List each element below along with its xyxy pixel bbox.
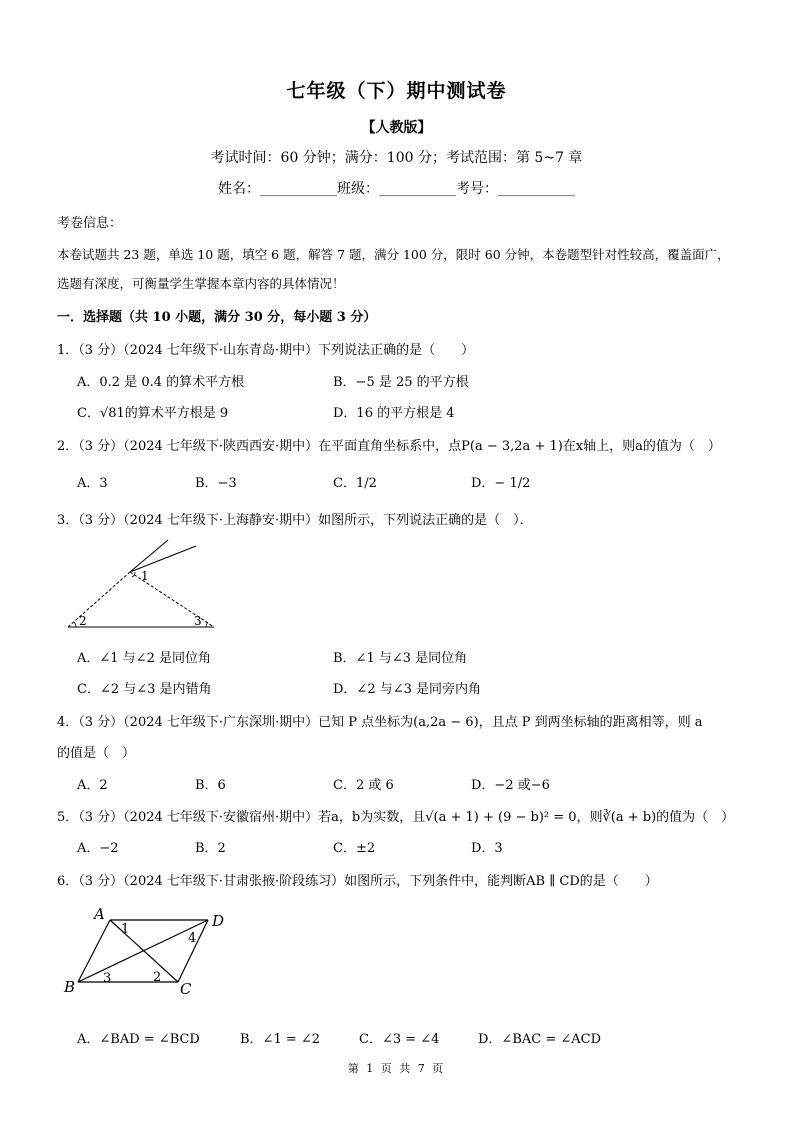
question-5-option-d[interactable]: D．3 bbox=[471, 841, 503, 856]
question-2-option-b[interactable]: B．−3 bbox=[195, 476, 237, 491]
question-1-stem: 1．（3 分）（2024 七年级下·山东青岛·期中）下列说法正确的是（ ） bbox=[57, 343, 475, 358]
name-class-number-line: 姓名：___________班级：___________考号：___________ bbox=[218, 181, 575, 197]
angle-3-label: 3 bbox=[194, 614, 202, 628]
figure-ray-lower bbox=[130, 546, 196, 572]
angle-2-label: 2 bbox=[153, 970, 162, 985]
info-label: 考卷信息： bbox=[57, 216, 123, 231]
question-1-option-d[interactable]: D．16 的平方根是 4 bbox=[333, 406, 455, 421]
vertex-a-label: A bbox=[94, 905, 105, 923]
question-2-stem: 2．（3 分）（2024 七年级下·陕西西安·期中）在平面直角坐标系中，点P(a − 3,2a + 1)在x轴上，则a的值为（ ） bbox=[57, 439, 721, 454]
question-5-stem: 5．（3 分）（2024 七年级下·安徽宿州·期中）若a，b为实数，且√(a + 1) + (9 − b)² = 0，则∛(a + b)的值为（ ） bbox=[57, 810, 735, 825]
vertex-c-label: C bbox=[180, 980, 192, 998]
question-3-option-a[interactable]: A．∠1 与∠2 是同位角 bbox=[77, 651, 211, 666]
section-title: 一．选择题（共 10 小题，满分 30 分，每小题 3 分） bbox=[57, 310, 377, 325]
angle-1-label: 1 bbox=[121, 922, 130, 937]
vertex-b-label: B bbox=[64, 978, 76, 996]
exam-meta: 考试时间：60 分钟；满分：100 分；考试范围：第 5~7 章 bbox=[210, 150, 583, 166]
vertex-d-label: D bbox=[212, 912, 225, 930]
figure-left-line bbox=[68, 572, 130, 627]
figure-side-cd bbox=[178, 920, 208, 982]
question-3-option-d[interactable]: D．∠2 与∠3 是同旁内角 bbox=[333, 682, 482, 697]
question-2-option-d[interactable]: D．− 1/2 bbox=[471, 476, 531, 491]
question-4-stem-continued: 的值是（ ） bbox=[57, 746, 136, 761]
question-4-option-b[interactable]: B．6 bbox=[195, 778, 226, 793]
angle-1-label: 1 bbox=[141, 569, 149, 583]
info-line-1: 本卷试题共 23 题，单选 10 题，填空 6 题，解答 7 题，满分 100 分，限时 60 分钟，本卷题型针对性较高，覆盖面广， bbox=[57, 247, 730, 262]
page-number-footer: 第 1 页 共 7 页 bbox=[347, 1062, 446, 1075]
question-6-option-d[interactable]: D．∠BAC = ∠ACD bbox=[478, 1032, 602, 1047]
question-6-stem: 6．（3 分）（2024 七年级下·甘肃张掖·阶段练习）如图所示，下列条件中，能判断AB ∥ CD的是（ ） bbox=[57, 874, 658, 889]
edition-label: 【人教版】 bbox=[361, 120, 432, 136]
figure-ray-upper bbox=[130, 540, 168, 572]
question-6-figure bbox=[62, 905, 232, 1000]
question-6-option-b[interactable]: B．∠1 = ∠2 bbox=[240, 1032, 321, 1047]
question-4-option-d[interactable]: D．−2 或−6 bbox=[471, 778, 550, 793]
question-6-option-c[interactable]: C．∠3 = ∠4 bbox=[359, 1032, 440, 1047]
question-5-option-b[interactable]: B．2 bbox=[195, 841, 226, 856]
question-3-option-c[interactable]: C．∠2 与∠3 是内错角 bbox=[77, 682, 212, 697]
info-line-2: 选题有深度，可衡量学生掌握本章内容的具体情况！ bbox=[57, 276, 345, 291]
question-4-option-a[interactable]: A．2 bbox=[77, 778, 108, 793]
question-1-option-c[interactable]: C．√81的算术平方根是 9 bbox=[77, 406, 229, 421]
question-2-option-c[interactable]: C．1/2 bbox=[333, 476, 377, 491]
page-title: 七年级（下）期中测试卷 bbox=[286, 80, 507, 102]
figure-diagonal-bd bbox=[78, 920, 208, 982]
angle-3-label: 3 bbox=[103, 971, 112, 986]
question-2-option-a[interactable]: A．3 bbox=[77, 476, 108, 491]
angle-4-label: 4 bbox=[188, 931, 197, 946]
question-5-option-c[interactable]: C．±2 bbox=[333, 841, 376, 856]
question-1-option-b[interactable]: B．−5 是 25 的平方根 bbox=[333, 375, 469, 390]
question-4-stem: 4．（3 分）（2024 七年级下·广东深圳·期中）已知 P 点坐标为(a,2a − 6)，且点 P 到两坐标轴的距离相等，则 a bbox=[57, 715, 703, 730]
question-1-option-a[interactable]: A．0.2 是 0.4 的算术平方根 bbox=[77, 375, 245, 390]
question-4-option-c[interactable]: C．2 或 6 bbox=[333, 778, 394, 793]
angle-2-label: 2 bbox=[79, 614, 87, 628]
question-5-option-a[interactable]: A．−2 bbox=[77, 841, 119, 856]
question-3-option-b[interactable]: B．∠1 与∠3 是同位角 bbox=[333, 651, 468, 666]
question-6-option-a[interactable]: A．∠BAD = ∠BCD bbox=[77, 1032, 200, 1047]
question-3-stem: 3．（3 分）（2024 七年级下·上海静安·期中）如图所示，下列说法正确的是（ ）． bbox=[57, 513, 533, 528]
question-3-figure bbox=[60, 538, 220, 633]
